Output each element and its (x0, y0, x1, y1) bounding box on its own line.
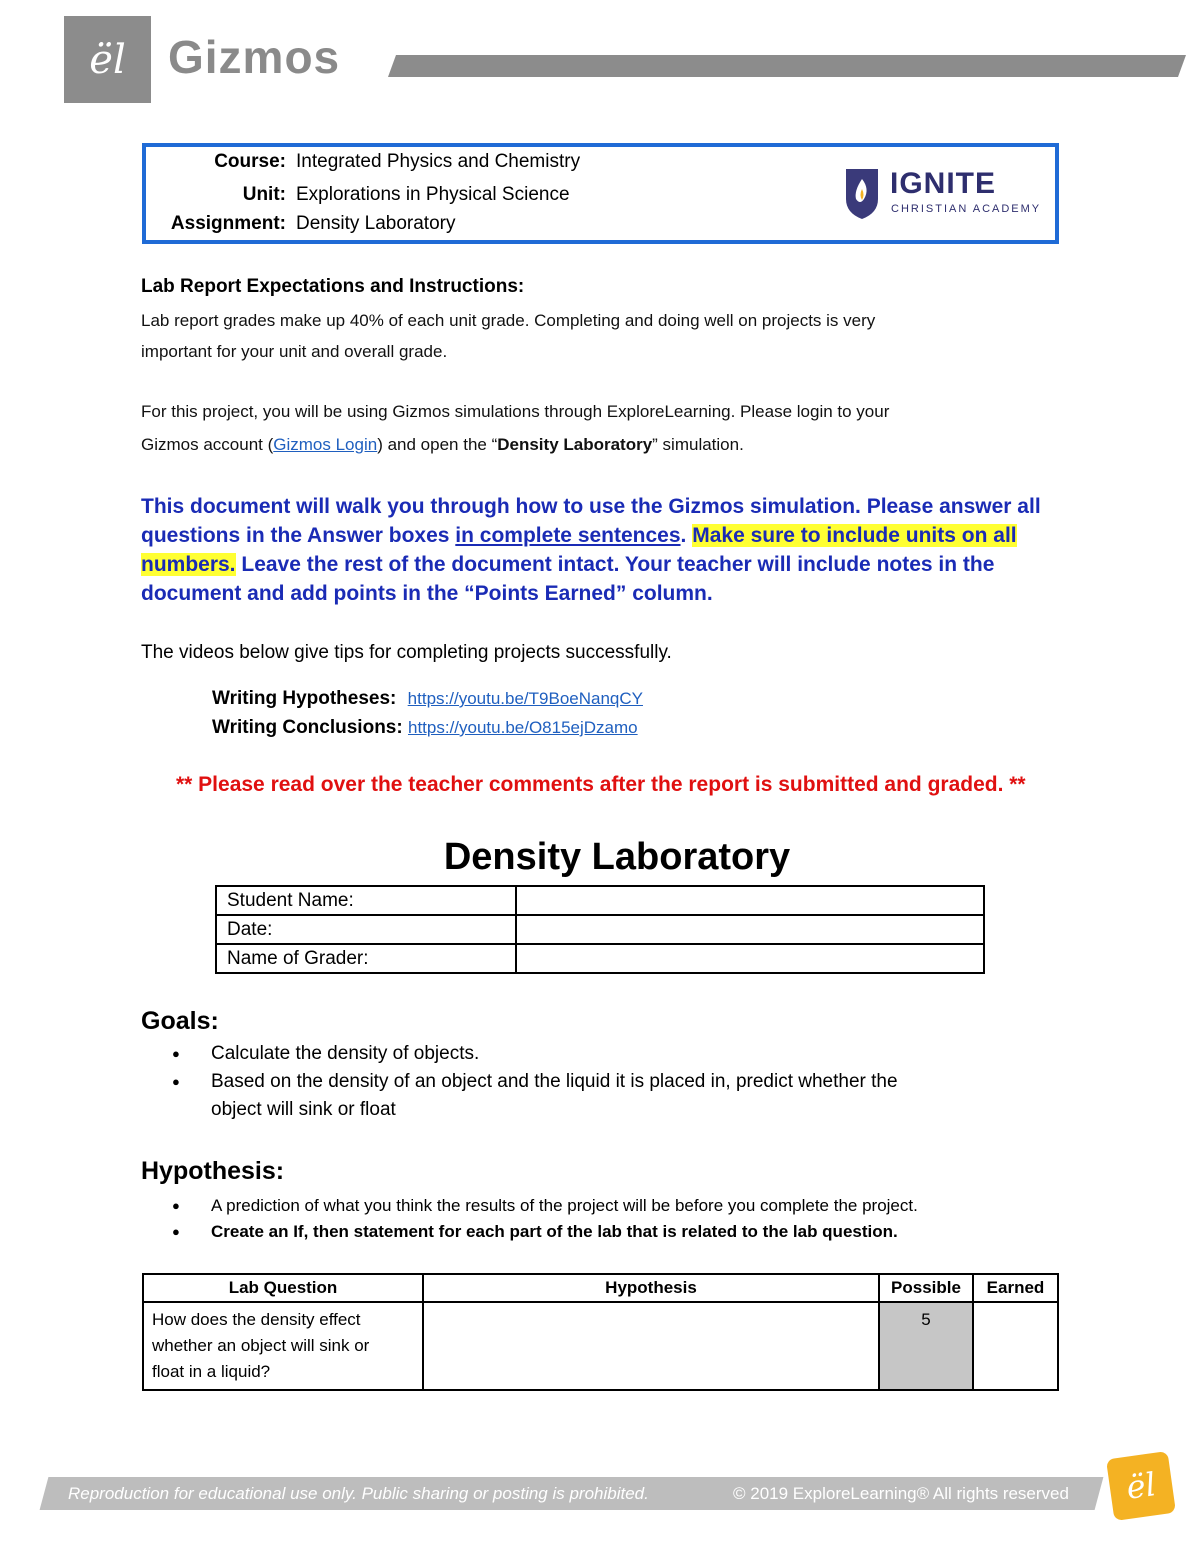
list-item: ● Create an If, then statement for each part of the lab that is related to the lab question. (172, 1219, 918, 1245)
conclusions-video-row (212, 717, 638, 739)
unit-label: Unit: (242, 184, 286, 205)
table-row (143, 1302, 1058, 1390)
lab-question-header: Lab Question (143, 1274, 423, 1302)
table-row (216, 886, 984, 915)
table-header-row (143, 1274, 1058, 1302)
brand-title: Gizmos (168, 31, 341, 83)
grader-name-label: Name of Grader: (216, 944, 516, 973)
conclusions-video-link[interactable]: https://youtu.be/O815ejDzamo (407, 718, 638, 737)
header-bar (388, 55, 1186, 77)
table-row (216, 915, 984, 944)
conclusions-video-label: Writing Conclusions: (212, 717, 403, 738)
gizmos-login-link[interactable]: Gizmos Login (273, 435, 378, 454)
hypotheses-video-link[interactable]: https://youtu.be/T9BoeNanqCY (407, 689, 643, 708)
units-highlight: Make sure to include units on all (692, 524, 1017, 547)
hypotheses-video-row (212, 688, 643, 710)
footer-disclaimer: Reproduction for educational use only. Public sharing or posting is prohibited. (68, 1484, 649, 1503)
hypothesis-heading: Hypothesis: (141, 1157, 285, 1185)
possible-points-cell: 5 (879, 1302, 973, 1390)
expectations-line-2: important for your unit and overall grade. (141, 342, 448, 361)
goals-heading: Goals: (141, 1007, 219, 1035)
ignite-logo (844, 165, 1044, 225)
list-item: ● A prediction of what you think the results of the project will be before you complete the project. (172, 1193, 918, 1219)
teacher-comments-note: ** Please read over the teacher comments after the report is submitted and graded. ** (176, 773, 1026, 796)
simulation-name: Density Laboratory (497, 435, 653, 454)
school-subtitle: CHRISTIAN ACADEMY (891, 203, 1042, 215)
hypotheses-video-label: Writing Hypotheses: (212, 688, 397, 709)
expectations-heading: Lab Report Expectations and Instructions: (141, 276, 525, 297)
possible-header: Possible (879, 1274, 973, 1302)
expectations-line-1: Lab report grades make up 40% of each unit grade. Completing and doing well on projects is very (141, 311, 876, 330)
explorelearning-footer-logo: ël (1106, 1451, 1176, 1521)
hypothesis-list (172, 1193, 918, 1245)
goals-list (172, 1040, 898, 1124)
assignment-label: Assignment: (170, 213, 286, 234)
footer-copyright: © 2019 ExploreLearning® All rights reserved (733, 1484, 1069, 1503)
unit-value: Explorations in Physical Science (296, 184, 570, 205)
student-name-label: Student Name: (216, 886, 516, 915)
notice-line-4: document and add points in the “Points Earned” column. (141, 582, 713, 605)
earned-header: Earned (973, 1274, 1058, 1302)
document-title: Density Laboratory (443, 836, 791, 878)
course-value: Integrated Physics and Chemistry (296, 151, 581, 172)
list-item: ● Calculate the density of objects. (172, 1040, 898, 1068)
table-row (216, 944, 984, 973)
explorelearning-logo: ël (64, 16, 151, 103)
course-info-box (142, 143, 1059, 244)
notice-line-1: This document will walk you through how to use the Gizmos simulation. Please answer all (141, 495, 1041, 518)
student-info-table (215, 885, 985, 974)
notice-line-2: questions in the Answer boxes in complete sentences. Make sure to include units on all (141, 524, 1017, 547)
videos-intro: The videos below give tips for completing projects successfully. (141, 642, 672, 663)
expectations-line-3: For this project, you will be using Gizmos simulations through ExploreLearning. Please login to your (141, 402, 890, 421)
date-field[interactable] (516, 915, 984, 944)
shield-icon (844, 165, 880, 221)
notice-line-3: numbers. Leave the rest of the document intact. Your teacher will include notes in the (141, 553, 995, 576)
grader-name-field[interactable] (516, 944, 984, 973)
lab-question-cell: How does the density effect whether an object will sink or float in a liquid? (143, 1302, 423, 1390)
expectations-line-4: Gizmos account (Gizmos Login) and open the “Density Laboratory” simulation. (141, 435, 744, 454)
date-label: Date: (216, 915, 516, 944)
earned-points-cell[interactable] (973, 1302, 1058, 1390)
list-item: ● Based on the density of an object and the liquid it is placed in, predict whether the object will sink or float (172, 1068, 898, 1124)
student-name-field[interactable] (516, 886, 984, 915)
school-name: IGNITE (890, 167, 997, 200)
hypothesis-answer-cell[interactable] (423, 1302, 879, 1390)
assignment-value: Density Laboratory (296, 213, 456, 234)
hypothesis-header: Hypothesis (423, 1274, 879, 1302)
hypothesis-table (142, 1273, 1059, 1391)
course-label: Course: (214, 151, 286, 172)
